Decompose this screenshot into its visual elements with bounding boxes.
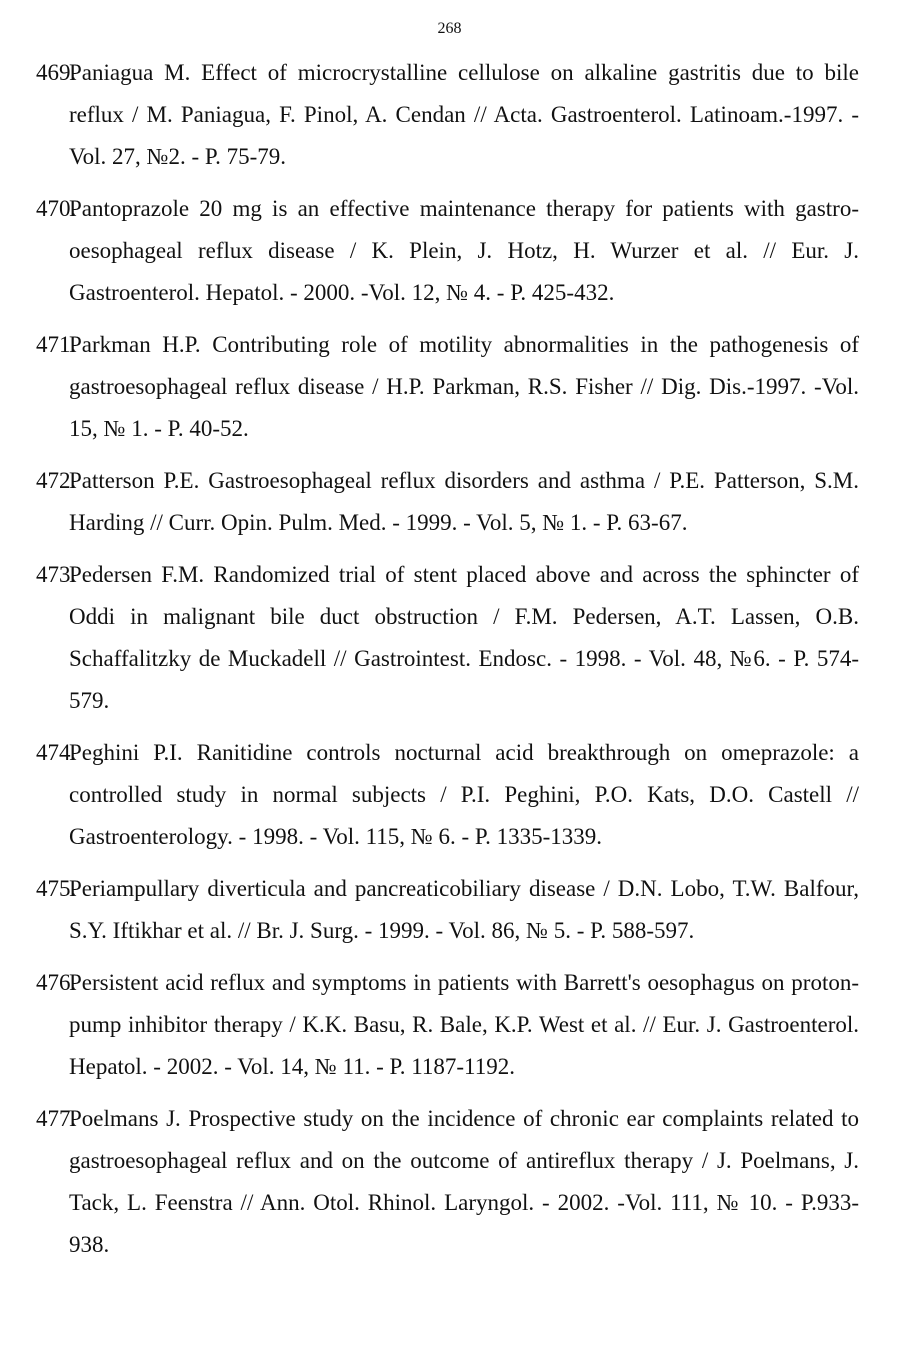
reference-text: Peghini P.I. Ranitidine controls nocturnal acid breakthrough on omeprazole: a controlled study in normal subjects / P.I. Peghini, P.O. Kats, D.O. Castell // Gastroenterology. - 1998. - Vol. 115, № 6. - P. 1335-1339. [69,740,859,849]
reference-item [0,554,899,722]
reference-text: Persistent acid reflux and symptoms in patients with Barrett's oesophagus on proton-pump inhibitor therapy / K.K. Basu, R. Bale, K.P. West et al. // Eur. J. Gastroenterol. Hepatol. - 2002. - Vol. 14, № 11. - P. 1187-1192. [69,970,859,1079]
reference-text: Poelmans J. Prospective study on the incidence of chronic ear complaints related to gastroesophageal reflux and on the outcome of antireflux therapy / J. Poelmans, J. Tack, L. Feenstra // Ann. Otol. Rhinol. Laryngol. - 2002. -Vol. 111, № 10. - P.933-938. [69,1106,859,1257]
reference-list [0,52,899,1276]
reference-text: Periampullary diverticula and pancreaticobiliary disease / D.N. Lobo, T.W. Balfour, S.Y. Iftikhar et al. // Br. J. Surg. - 1999. - Vol. 86, № 5. - P. 588-597. [69,876,859,943]
reference-number: 474. [36,740,77,765]
reference-item [0,188,899,314]
reference-text: Patterson P.E. Gastroesophageal reflux disorders and asthma / P.E. Patterson, S.M. Harding // Curr. Opin. Pulm. Med. - 1999. - Vol. 5, № 1. - P. 63-67. [69,468,859,535]
reference-item [0,460,899,544]
reference-number: 472. [36,468,77,493]
reference-item [0,868,899,952]
reference-number: 477. [36,1106,77,1131]
reference-number: 473. [36,562,77,587]
reference-item [0,1098,899,1266]
reference-number: 469. [36,60,77,85]
reference-item [0,732,899,858]
reference-text: Paniagua M. Effect of microcrystalline cellulose on alkaline gastritis due to bile reflux / M. Paniagua, F. Pinol, A. Cendan // Acta. Gastroenterol. Latinoam.-1997. - Vol. 27, №2. - P. 75-79. [69,60,859,169]
reference-item [0,324,899,450]
reference-number: 475. [36,876,77,901]
reference-text: Parkman H.P. Contributing role of motility abnormalities in the pathogenesis of gastroesophageal reflux disease / H.P. Parkman, R.S. Fisher // Dig. Dis.-1997. -Vol. 15, № 1. - P. 40-52. [69,332,859,441]
reference-item [0,52,899,178]
reference-text: Pantoprazole 20 mg is an effective maintenance therapy for patients with gastro-oesophageal reflux disease / K. Plein, J. Hotz, H. Wurzer et al. // Eur. J. Gastroenterol. Hepatol. - 2000. -Vol. 12, № 4. - P. 425-432. [69,196,859,305]
reference-number: 471. [36,332,77,357]
reference-item [0,962,899,1088]
reference-number: 476. [36,970,77,995]
reference-text: Pedersen F.M. Randomized trial of stent placed above and across the sphincter of Oddi in malignant bile duct obstruction / F.M. Pedersen, A.T. Lassen, O.B. Schaffalitzky de Muckadell // Gastrointest. Endosc. - 1998. - Vol. 48, №6. - P. 574-579. [69,562,859,713]
page-number: 268 [437,20,462,37]
reference-number: 470. [36,196,77,221]
